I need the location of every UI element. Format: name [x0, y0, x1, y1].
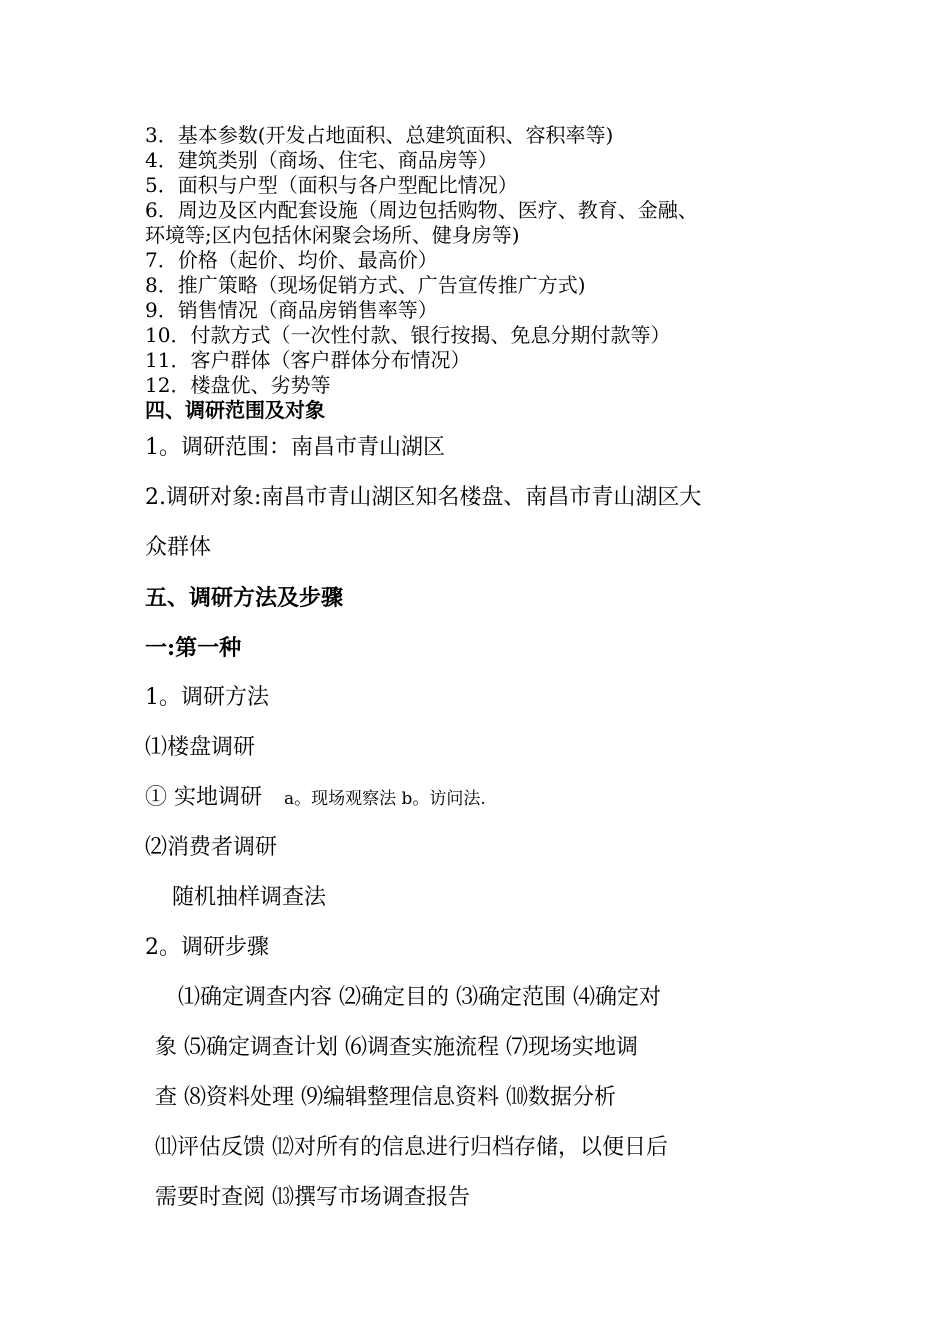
steps-line: ⑾评估反馈 ⑿对所有的信息进行归档存储，以便日后: [155, 1135, 668, 1160]
list-item-continuation: 环境等;区内包括休闲聚会场所、健身房等): [145, 223, 520, 247]
steps-line: ⑴确定调查内容 ⑵确定目的 ⑶确定范围 ⑷确定对: [178, 985, 661, 1010]
list-item: 10．付款方式（一次性付款、银行按揭、免息分期付款等）: [145, 323, 671, 347]
method-label: ① 实地调研: [145, 785, 262, 810]
subsection-title: 2。调研步骤: [145, 935, 269, 960]
subsection-heading: 一:第一种: [145, 635, 242, 661]
subsection-title: 1。调研方法: [145, 685, 269, 710]
paragraph: ⑵消费者调研: [145, 835, 278, 860]
steps-line: 查 ⑻资料处理 ⑼编辑整理信息资料 ⑽数据分析: [155, 1085, 616, 1110]
paragraph-continuation: 众群体: [145, 535, 212, 560]
list-item: 5．面积与户型（面积与各户型配比情况）: [145, 173, 518, 197]
steps-line: 需要时查阅 ⒀撰写市场调查报告: [155, 1185, 470, 1210]
list-item: 3．基本参数(开发占地面积、总建筑面积、容积率等): [145, 123, 614, 147]
section-heading: 五、调研方法及步骤: [145, 585, 344, 611]
list-item: 7．价格（起价、均价、最高价）: [145, 248, 438, 272]
list-item: 4．建筑类别（商场、住宅、商品房等）: [145, 148, 498, 172]
paragraph: 随机抽样调查法: [172, 885, 327, 910]
section-heading: 四、调研范围及对象: [145, 398, 325, 422]
list-item: 12．楼盘优、劣势等: [145, 373, 331, 397]
list-item: 6．周边及区内配套设施（周边包括购物、医疗、教育、金融、: [145, 198, 698, 222]
paragraph: [145, 784, 486, 813]
list-item: 8．推广策略（现场促销方式、广告宣传推广方式): [145, 273, 586, 297]
list-item: 11．客户群体（客户群体分布情况）: [145, 348, 471, 372]
method-detail: a。现场观察法 b。访问法.: [284, 789, 486, 809]
paragraph: 2.调研对象:南昌市青山湖区知名楼盘、南昌市青山湖区大: [145, 485, 702, 510]
steps-line: 象 ⑸确定调查计划 ⑹调查实施流程 ⑺现场实地调: [155, 1035, 638, 1060]
paragraph: 1。调研范围：南昌市青山湖区: [145, 435, 445, 460]
paragraph: ⑴楼盘调研: [145, 735, 256, 760]
list-item: 9．销售情况（商品房销售率等）: [145, 298, 438, 322]
